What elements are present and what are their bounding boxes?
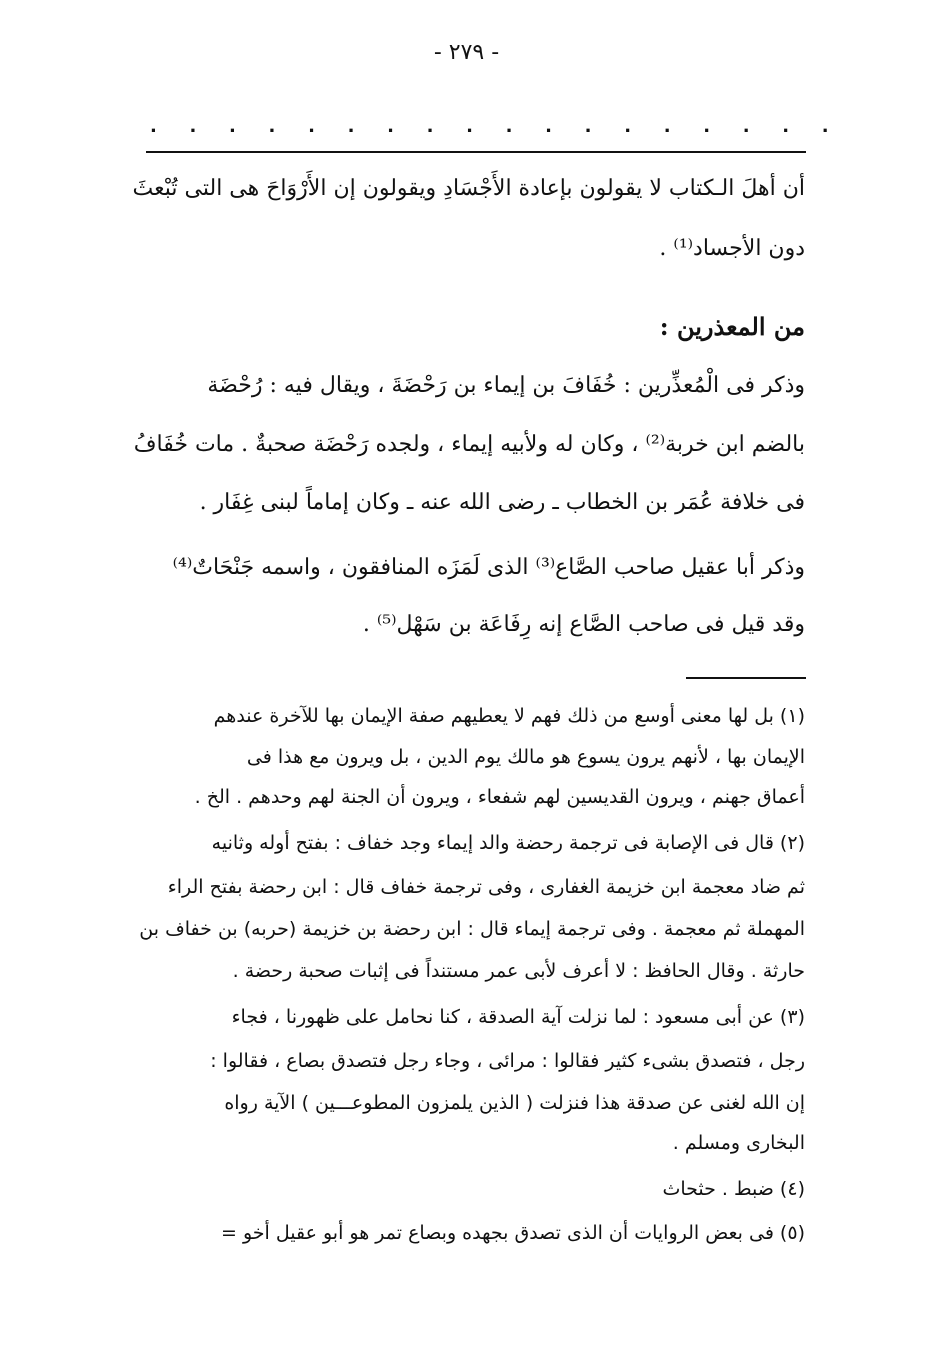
paragraph-line: بالضم ابن خربة⁽²⁾ ، وكان له ولأبيه إيماء ، ولجده رَحْضَة صحبةٌ . مات خُفَافُ bbox=[133, 432, 805, 457]
main-line: دون الأجساد⁽¹⁾ . bbox=[659, 236, 805, 261]
footnote-line: (٣) عن أبى مسعود : لما نزلت آية الصدقة ، كنا نحامل على ظهورنا ، فجاء bbox=[231, 1006, 805, 1028]
footnote-line: ثم ضاد معجمة ابن خزيمة الغفارى ، وفى ترجمة خفاف قال : ابن رحضة بفتح الراء bbox=[167, 876, 805, 898]
footnote-line: (٥) فى بعض الروايات أن الذى تصدق بجهده وبصاع تمر هو أبو عقيل أخو = bbox=[221, 1222, 805, 1244]
footnote-line: البخارى ومسلم . bbox=[672, 1132, 805, 1154]
paragraph-line: فى خلافة عُمَر بن الخطاب ـ رضى الله عنه ـ وكان إماماً لبنى غِفَار . bbox=[199, 490, 805, 515]
page-number: - ٢٧٩ - bbox=[433, 40, 500, 65]
ornament-dots bbox=[150, 116, 830, 124]
footnote-separator bbox=[686, 677, 806, 679]
footnote-line: الإيمان بها ، لأنهم يرون يسوع هو مالك يوم الدين ، بل ويرون مع هذا فى bbox=[246, 746, 805, 768]
header-rule bbox=[146, 151, 806, 153]
main-line: أن أهلَ الـكتاب لا يقولون بإعادة الأَجْسَادِ ويقولون إن الأَرْوَاحَ هى التى تُبْعثَ bbox=[132, 176, 805, 201]
footnote-line: أعماق جهنم ، ويرون القديسين لهم شفعاء ، ويرون أن الجنة لهم وحدهم . الخ . bbox=[194, 786, 805, 808]
paragraph-line: وذكر فى الْمُعذِّرين : خُفَافَ بن إيماء بن رَحْضَةَ ، ويقال فيه : رُحْضَة bbox=[207, 373, 805, 398]
paragraph-line: وقد قيل فى صاحب الصَّاع إنه رِفَاعَة بن سَهْل⁽⁵⁾ . bbox=[362, 612, 805, 637]
footnote-line: (٤) ضبط . حثحاث bbox=[662, 1178, 805, 1200]
footnote-line: (٢) قال فى الإصابة فى ترجمة رحضة والد إيماء وجد خفاف : بفتح أوله وثانيه bbox=[211, 832, 805, 854]
section-heading: من المعذرين : bbox=[659, 312, 805, 341]
footnote-line: (١) بل لها معنى أوسع من ذلك فهم لا يعطيهم صفة الإيمان بها للآخرة عندهم bbox=[213, 705, 805, 727]
footnote-line: إن الله لغنى عن صدقة هذا فنزلت ( الذين يلمزون المطوعـــين ) الآية رواه bbox=[224, 1092, 805, 1114]
footnote-line: رجل ، فتصدق بشىء كثير فقالوا : مرائى ، وجاء رجل فتصدق بصاع ، فقالوا : bbox=[210, 1050, 805, 1072]
footnote-line: المهملة ثم معجمة . وفى ترجمة إيماء قال : ابن رحضة بن خزيمة (حربه) بن خفاف بن bbox=[139, 918, 805, 940]
footnote-line: حارثة . وقال الحافظ : لا أعرف لأبى عمر مستنداً فى إثبات صحبة رحضة . bbox=[232, 960, 805, 982]
paragraph-line: وذكر أبا عقيل صاحب الصَّاع⁽³⁾ الذى لَمَزَه المنافقون ، واسمه جَنْحَاتٌ⁽⁴⁾ bbox=[172, 555, 805, 580]
